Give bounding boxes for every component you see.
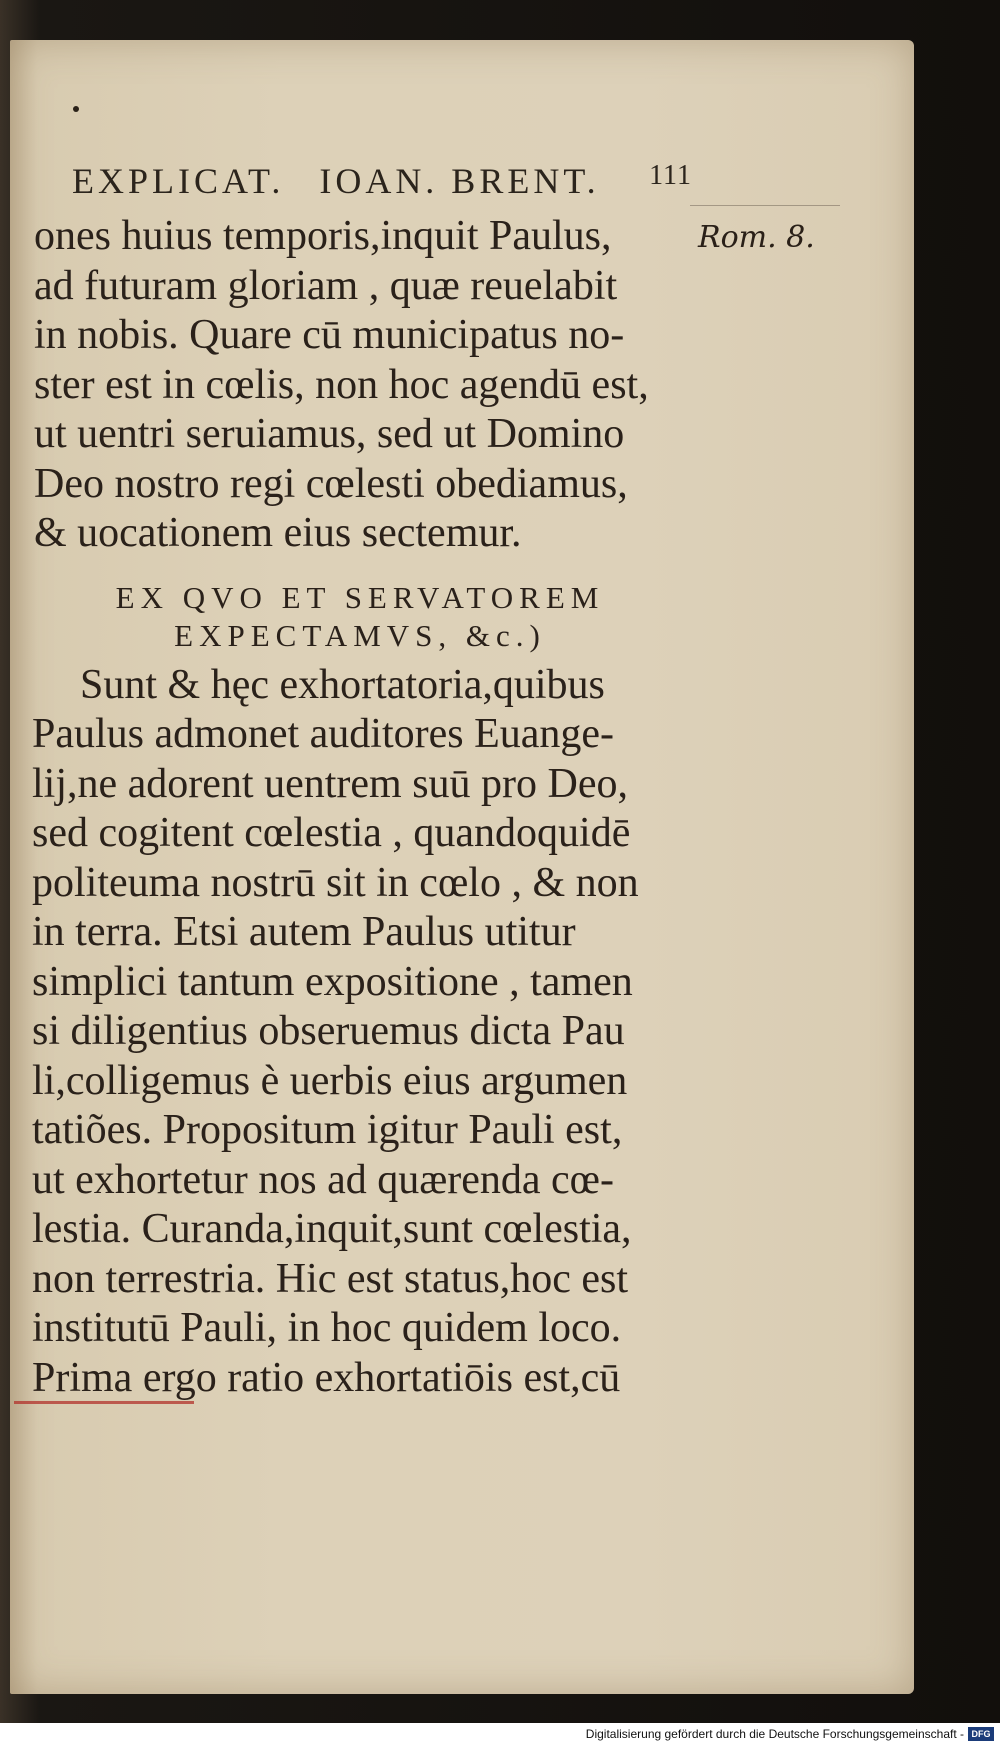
text-line: simplici tantum expositione , tamen <box>32 958 633 1005</box>
running-head-left: EXPLICAT. <box>72 161 285 201</box>
text-line: lestia. Curanda,inquit,sunt cœlestia, <box>32 1206 632 1252</box>
paragraph-2 <box>20 661 700 1404</box>
margin-rule <box>690 205 840 206</box>
heading-line: EX QVO ET SERVATOREM <box>115 579 605 615</box>
text-line: & uocationem eius sectemur. <box>34 510 522 556</box>
text-line: ut exhortetur nos ad quærenda cœ- <box>32 1156 614 1203</box>
text-line: ut uentri seruiamus, sed ut Domino <box>34 411 625 457</box>
handwritten-margin-note: Rom. 8. <box>698 220 815 255</box>
text-line: politeuma nostrū sit in cœlo , & non <box>32 859 639 906</box>
ink-dot <box>73 106 79 112</box>
text-line: ad futuram gloriam , quæ reuelabit <box>34 262 618 309</box>
body-text <box>20 212 700 1403</box>
text-line: tatiões. Propositum igitur Pauli est, <box>32 1107 623 1153</box>
running-head <box>72 160 692 204</box>
funding-credit: Digitalisierung gefördert durch die Deutsche Forschungsgemeinschaft - <box>585 1727 964 1741</box>
text-line: in nobis. Quare cū municipatus no- <box>34 312 625 358</box>
section-heading <box>20 579 700 655</box>
dfg-logo: DFG <box>968 1727 994 1741</box>
text-line: in terra. Etsi autem Paulus utitur <box>32 909 576 955</box>
heading-line: EXPECTAMVS, &c.) <box>174 617 546 653</box>
text-line: li,colligemus è uerbis eius argumen <box>32 1057 628 1104</box>
text-line: institutū Pauli, in hoc quidem loco. <box>32 1305 622 1351</box>
text-line: Prima ergo ratio exhortatiōis est,cū <box>32 1354 621 1401</box>
page-folio: 111 <box>649 160 692 191</box>
text-line: ster est in cœlis, non hoc agendū est, <box>34 361 649 408</box>
running-head-middle: IOAN. BRENT. <box>319 161 600 201</box>
text-line: ones huius temporis,inquit Paulus, <box>34 213 612 259</box>
red-ink-underline <box>14 1401 194 1404</box>
text-line: Deo nostro regi cœlesti obediamus, <box>34 460 628 507</box>
text-line: Sunt & hęc exhortatoria,quibus <box>80 661 605 708</box>
text-line: lij,ne adorent uentrem suū pro Deo, <box>32 760 628 807</box>
text-line: non terrestria. Hic est status,hoc est <box>32 1255 628 1302</box>
paragraph-1 <box>20 212 700 559</box>
text-line: si diligentius obseruemus dicta Pau <box>32 1008 625 1054</box>
text-line: sed cogitent cœlestia , quandoquidē <box>32 810 631 856</box>
text-line: Paulus admonet auditores Euange- <box>32 711 615 757</box>
